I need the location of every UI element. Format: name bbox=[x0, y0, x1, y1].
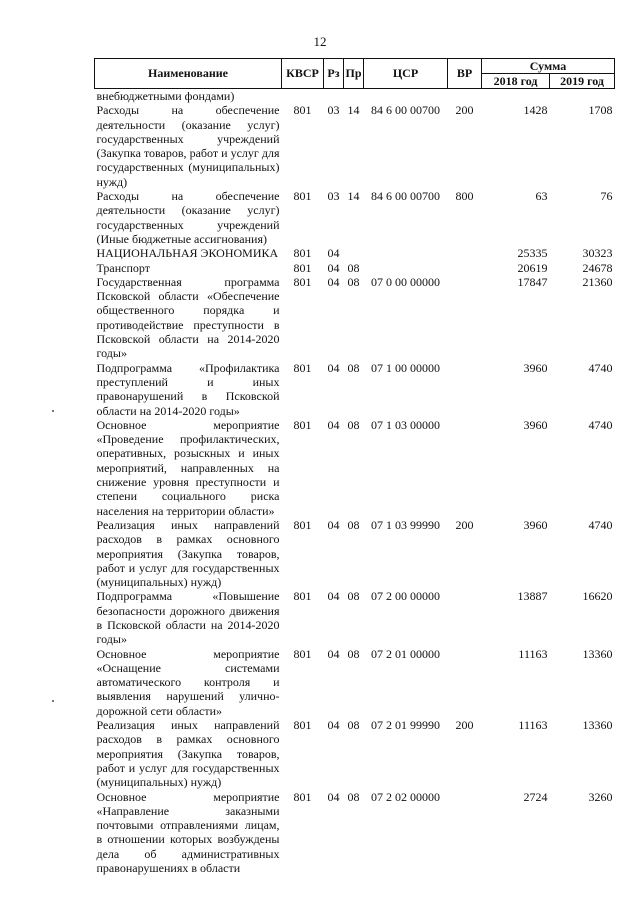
cell-y2018 bbox=[482, 89, 550, 104]
cell-name: Расходы на обеспечение деятельности (оказание услуг) государственных учреждений (Закупка товаров, работ и услуг для государственных (муниципальных) нужд) bbox=[96, 103, 280, 189]
cell-vr: 200 bbox=[455, 103, 474, 118]
cell-name: Реализация иных направлений расходов в рамках основного мероприятия (Закупка товаров, работ и услуг для государственных (муниципальных) нужд) bbox=[96, 718, 280, 790]
cell-vr bbox=[448, 589, 482, 646]
cell-rz: 04 bbox=[327, 517, 340, 532]
header-vr: ВР bbox=[448, 59, 482, 89]
cell-kvsr: 801 bbox=[293, 718, 312, 733]
table-row bbox=[95, 718, 615, 789]
cell-kvsr: 801 bbox=[293, 589, 312, 604]
budget-table bbox=[94, 58, 615, 875]
cell-vr bbox=[448, 790, 482, 876]
cell-kvsr: 801 bbox=[293, 260, 312, 275]
cell-csr: 07 2 01 99990 bbox=[371, 718, 440, 733]
cell-pr: 14 bbox=[347, 189, 360, 204]
header-2018: 2018 год bbox=[482, 74, 550, 89]
cell-name: Подпрограмма «Профилактика преступлений и иных правонарушений в Псковской области на 2014-2020 годы» bbox=[96, 360, 280, 418]
cell-y2018: 63 bbox=[535, 189, 548, 204]
cell-vr: 200 bbox=[455, 517, 474, 532]
cell-kvsr: 801 bbox=[293, 360, 312, 375]
cell-y2019: 76 bbox=[600, 189, 613, 204]
cell-kvsr: 801 bbox=[293, 417, 312, 432]
cell-kvsr: 801 bbox=[293, 246, 312, 261]
table-row bbox=[95, 790, 615, 876]
cell-pr: 08 bbox=[347, 517, 360, 532]
cell-vr bbox=[448, 275, 482, 361]
cell-csr: 07 2 00 00000 bbox=[371, 589, 440, 604]
cell-y2019: 3260 bbox=[588, 789, 613, 804]
cell-name: внебюджетными фондами) bbox=[96, 89, 235, 103]
cell-y2018: 11163 bbox=[518, 718, 548, 733]
cell-y2019: 13360 bbox=[582, 646, 613, 661]
header-kvsr: КВСР bbox=[282, 59, 324, 89]
cell-y2018: 3960 bbox=[523, 360, 548, 375]
cell-name: НАЦИОНАЛЬНАЯ ЭКОНОМИКА bbox=[96, 246, 279, 261]
cell-y2018: 3960 bbox=[523, 517, 548, 532]
cell-csr bbox=[364, 261, 448, 275]
cell-csr: 84 6 00 00700 bbox=[371, 189, 440, 204]
cell-y2019: 16620 bbox=[582, 589, 613, 604]
cell-name: Транспорт bbox=[96, 260, 150, 275]
scan-mark bbox=[52, 700, 54, 702]
cell-kvsr: 801 bbox=[293, 646, 312, 661]
table-body bbox=[95, 89, 615, 876]
table-row bbox=[95, 275, 615, 361]
cell-csr: 07 0 00 00000 bbox=[371, 274, 440, 289]
table-row bbox=[95, 589, 615, 646]
cell-rz: 04 bbox=[327, 417, 340, 432]
cell-csr: 07 2 01 00000 bbox=[371, 646, 440, 661]
cell-name: Основное мероприятие «Проведение профилактических, оперативных, розыскных и иных мероприятий, направленных на снижение уровня преступности и степени социального риска населения на территории области» bbox=[96, 417, 280, 518]
cell-y2019: 24678 bbox=[582, 260, 613, 275]
cell-rz: 03 bbox=[327, 189, 340, 204]
header-2019: 2019 год bbox=[550, 74, 615, 89]
cell-y2019: 1708 bbox=[588, 103, 613, 118]
cell-csr bbox=[364, 246, 448, 260]
cell-y2019: 4740 bbox=[588, 417, 613, 432]
cell-y2018: 2724 bbox=[523, 789, 548, 804]
cell-rz bbox=[324, 89, 344, 104]
cell-y2018: 13887 bbox=[517, 589, 548, 604]
header-rz: Рз bbox=[324, 59, 344, 89]
cell-kvsr bbox=[282, 89, 324, 104]
cell-rz: 04 bbox=[327, 274, 340, 289]
cell-name: Реализация иных направлений расходов в рамках основного мероприятия (Закупка товаров, работ и услуг для государственных (муниципальных) нужд) bbox=[96, 517, 280, 590]
cell-y2019 bbox=[550, 89, 615, 104]
cell-kvsr: 801 bbox=[293, 789, 312, 804]
cell-csr bbox=[364, 89, 448, 104]
table-row bbox=[95, 361, 615, 418]
header-name: Наименование bbox=[95, 59, 282, 89]
cell-rz: 04 bbox=[327, 646, 340, 661]
cell-y2019: 13360 bbox=[582, 718, 613, 733]
table-row bbox=[95, 261, 615, 275]
cell-vr bbox=[448, 361, 482, 418]
cell-pr bbox=[344, 89, 364, 104]
budget-sheet bbox=[94, 58, 614, 875]
scan-mark bbox=[52, 410, 54, 412]
cell-y2018: 17847 bbox=[517, 274, 548, 289]
cell-name: Основное мероприятие «Оснащение системами автоматического контроля и выявления нарушений улично-дорожной сети области» bbox=[96, 646, 280, 718]
cell-y2018: 20619 bbox=[517, 260, 548, 275]
header-sum: Сумма bbox=[482, 59, 615, 74]
cell-y2019: 4740 bbox=[588, 517, 613, 532]
cell-name: Государственная программа Псковской области «Обеспечение общественного порядка и противодействие преступности в Псковской области на 2014-2020 годы» bbox=[96, 274, 280, 361]
cell-name: Подпрограмма «Повышение безопасности дорожного движения в Псковской области на 2014-2020 годы» bbox=[96, 589, 280, 647]
header-csr: ЦСР bbox=[364, 59, 448, 89]
cell-pr: 08 bbox=[347, 589, 360, 604]
cell-kvsr: 801 bbox=[293, 189, 312, 204]
cell-rz: 04 bbox=[327, 589, 340, 604]
cell-pr: 08 bbox=[347, 417, 360, 432]
cell-y2019: 30323 bbox=[582, 246, 613, 261]
cell-pr: 08 bbox=[347, 646, 360, 661]
cell-rz: 04 bbox=[327, 246, 340, 261]
cell-rz: 03 bbox=[327, 103, 340, 118]
cell-kvsr: 801 bbox=[293, 517, 312, 532]
cell-csr: 84 6 00 00700 bbox=[371, 103, 440, 118]
table-row bbox=[95, 89, 615, 104]
cell-y2018: 25335 bbox=[517, 246, 548, 261]
cell-pr: 08 bbox=[347, 789, 360, 804]
cell-y2018: 11163 bbox=[518, 646, 548, 661]
cell-rz: 04 bbox=[327, 789, 340, 804]
cell-rz: 04 bbox=[327, 260, 340, 275]
cell-name: Расходы на обеспечение деятельности (оказание услуг) государственных учреждений (Иные бюджетные ассигнования) bbox=[96, 189, 280, 246]
table-row bbox=[95, 189, 615, 246]
cell-csr: 07 2 02 00000 bbox=[371, 789, 440, 804]
table-row bbox=[95, 518, 615, 589]
cell-pr: 08 bbox=[347, 274, 360, 289]
cell-pr: 08 bbox=[347, 260, 360, 275]
table-row bbox=[95, 103, 615, 189]
cell-pr: 08 bbox=[347, 360, 360, 375]
cell-y2018: 1428 bbox=[523, 103, 548, 118]
cell-rz: 04 bbox=[327, 360, 340, 375]
cell-vr: 200 bbox=[455, 718, 474, 733]
cell-kvsr: 801 bbox=[293, 274, 312, 289]
cell-vr: 800 bbox=[455, 189, 474, 204]
cell-vr bbox=[448, 246, 482, 260]
cell-csr: 07 1 03 99990 bbox=[371, 517, 440, 532]
header-row bbox=[95, 59, 615, 74]
cell-y2019: 4740 bbox=[588, 360, 613, 375]
cell-y2019: 21360 bbox=[582, 274, 613, 289]
cell-vr bbox=[448, 418, 482, 518]
cell-vr bbox=[448, 89, 482, 104]
cell-kvsr: 801 bbox=[293, 103, 312, 118]
cell-pr: 14 bbox=[347, 103, 360, 118]
cell-rz: 04 bbox=[327, 718, 340, 733]
cell-pr bbox=[344, 246, 364, 260]
cell-name: Основное мероприятие «Направление заказными почтовыми отправлениями лицам, в отношении которых возбуждены дела об административных правонарушениях в области bbox=[96, 789, 280, 876]
table-row bbox=[95, 647, 615, 718]
cell-pr: 08 bbox=[347, 718, 360, 733]
cell-csr: 07 1 03 00000 bbox=[371, 417, 440, 432]
table-row bbox=[95, 246, 615, 260]
page-number: 12 bbox=[313, 34, 327, 49]
cell-y2018: 3960 bbox=[523, 417, 548, 432]
header-pr: Пр bbox=[344, 59, 364, 89]
cell-vr bbox=[448, 647, 482, 718]
table-row bbox=[95, 418, 615, 518]
cell-csr: 07 1 00 00000 bbox=[371, 360, 440, 375]
cell-vr bbox=[448, 261, 482, 275]
